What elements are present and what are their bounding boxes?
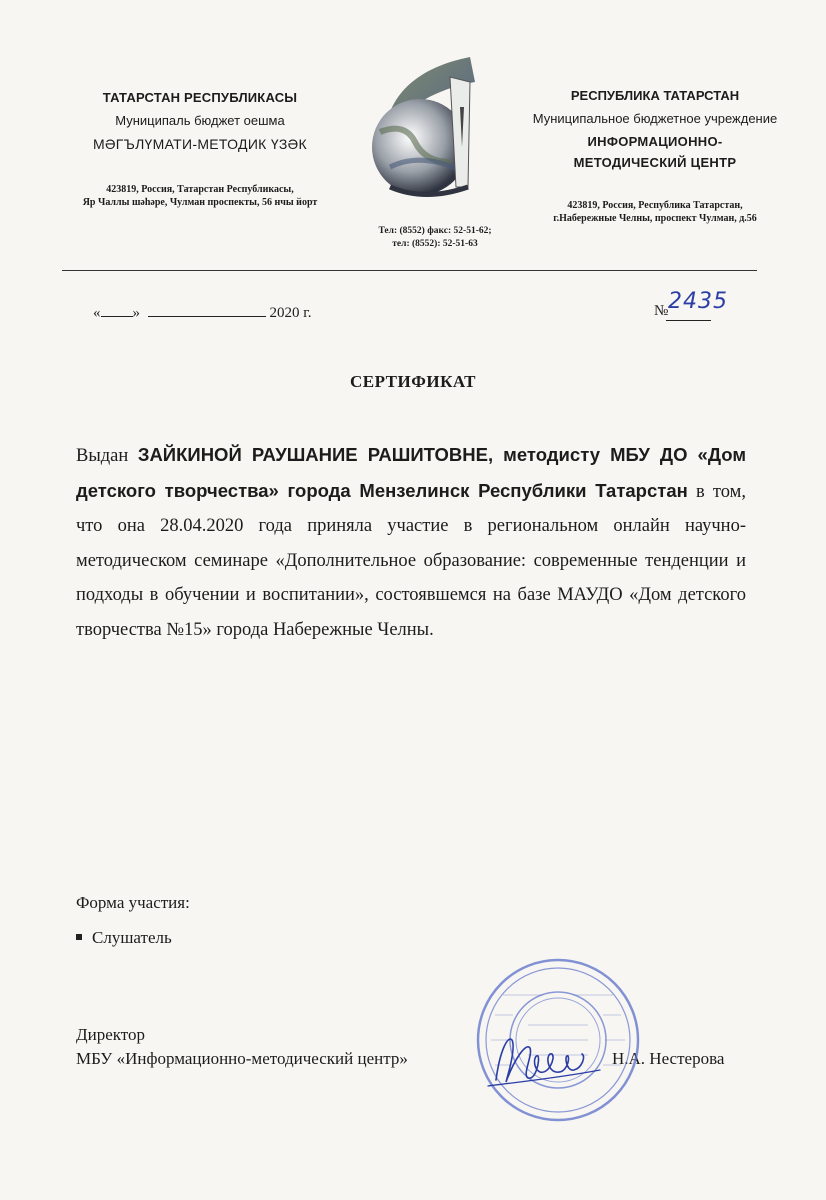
document-number-label: №: [654, 303, 669, 319]
header-right-center-name-2: МЕТОДИЧЕСКИЙ ЦЕНТР: [573, 155, 737, 170]
document-title: СЕРТИФИКАТ: [349, 372, 477, 391]
header-phones: [355, 225, 515, 251]
header-left-republic: ТАТАРСТАН РЕСПУБЛИКАСЫ: [102, 90, 298, 105]
number-underline: [666, 320, 711, 321]
header-right-address-line2: г.Набережные Челны, проспект Чулман, д.56: [553, 213, 757, 224]
participation-label: Форма участия:: [76, 893, 190, 912]
month-blank: [148, 303, 266, 317]
globe-logo-icon: [350, 52, 500, 202]
header-left-address-line1: 423819, Россия, Татарстан Республикасы,: [106, 184, 294, 195]
header-right-russian: [500, 88, 810, 224]
body-prefix: Выдан: [76, 446, 138, 466]
date-open-quote: «: [93, 305, 101, 321]
header-left-address-line2: Яр Чаллы шәһәре, Чулман проспекты, 56 нчы йорт: [82, 197, 318, 208]
phone-line: тел: (8552): 52-51-63: [392, 239, 478, 249]
header-right-address-line1: 423819, Россия, Республика Татарстан,: [567, 200, 743, 211]
header-right-republic: РЕСПУБЛИКА ТАТАРСТАН: [570, 88, 740, 103]
recipient-name: ЗАЙКИНОЙ РАУШАНИЕ РАШИТОВНЕ, методисту МБУ ДО «Дом детского творчества» города Мензелинск Республики Татарстан: [76, 444, 746, 501]
square-bullet-icon: [76, 934, 82, 940]
date-line: [93, 303, 311, 322]
header-left-center-name: МӘГЪЛҮМАТИ-МЕТОДИК ҮЗӘК: [93, 136, 307, 152]
day-blank: [101, 303, 133, 317]
body-text: в том, что она 28.04.2020 года приняла участие в региональном онлайн научно-методическом семинаре «Дополнительное образование: современные тенденции и подходы в обучении и воспитании», состоявшемся на базе МАУДО «Дом детского творчества №15» города Набережные Челны.: [76, 481, 746, 640]
document-number-handwritten: 2435: [668, 289, 728, 314]
date-close-quote: »: [132, 305, 140, 321]
signatory-title: Директор: [76, 1025, 145, 1044]
signatory-organization: МБУ «Информационно-методический центр»: [76, 1049, 408, 1068]
header-divider: [62, 270, 757, 271]
participation-item-text: Слушатель: [92, 928, 172, 947]
participation-item: [76, 928, 172, 948]
certificate-body: [76, 438, 746, 647]
handwritten-signature-icon: [478, 1020, 608, 1100]
header-left-institution-type: Муниципаль бюджет оешма: [115, 113, 285, 128]
header-right-center-name-1: ИНФОРМАЦИОННО-: [587, 134, 723, 149]
signatory-name: Н.А. Нестерова: [612, 1049, 725, 1068]
phone-fax-line: Тел: (8552) факс: 52-51-62;: [378, 226, 492, 236]
header-right-institution-type: Муниципальное бюджетное учреждение: [532, 111, 778, 126]
date-year: 2020 г.: [269, 305, 312, 321]
header-left-tatar: [40, 90, 360, 208]
